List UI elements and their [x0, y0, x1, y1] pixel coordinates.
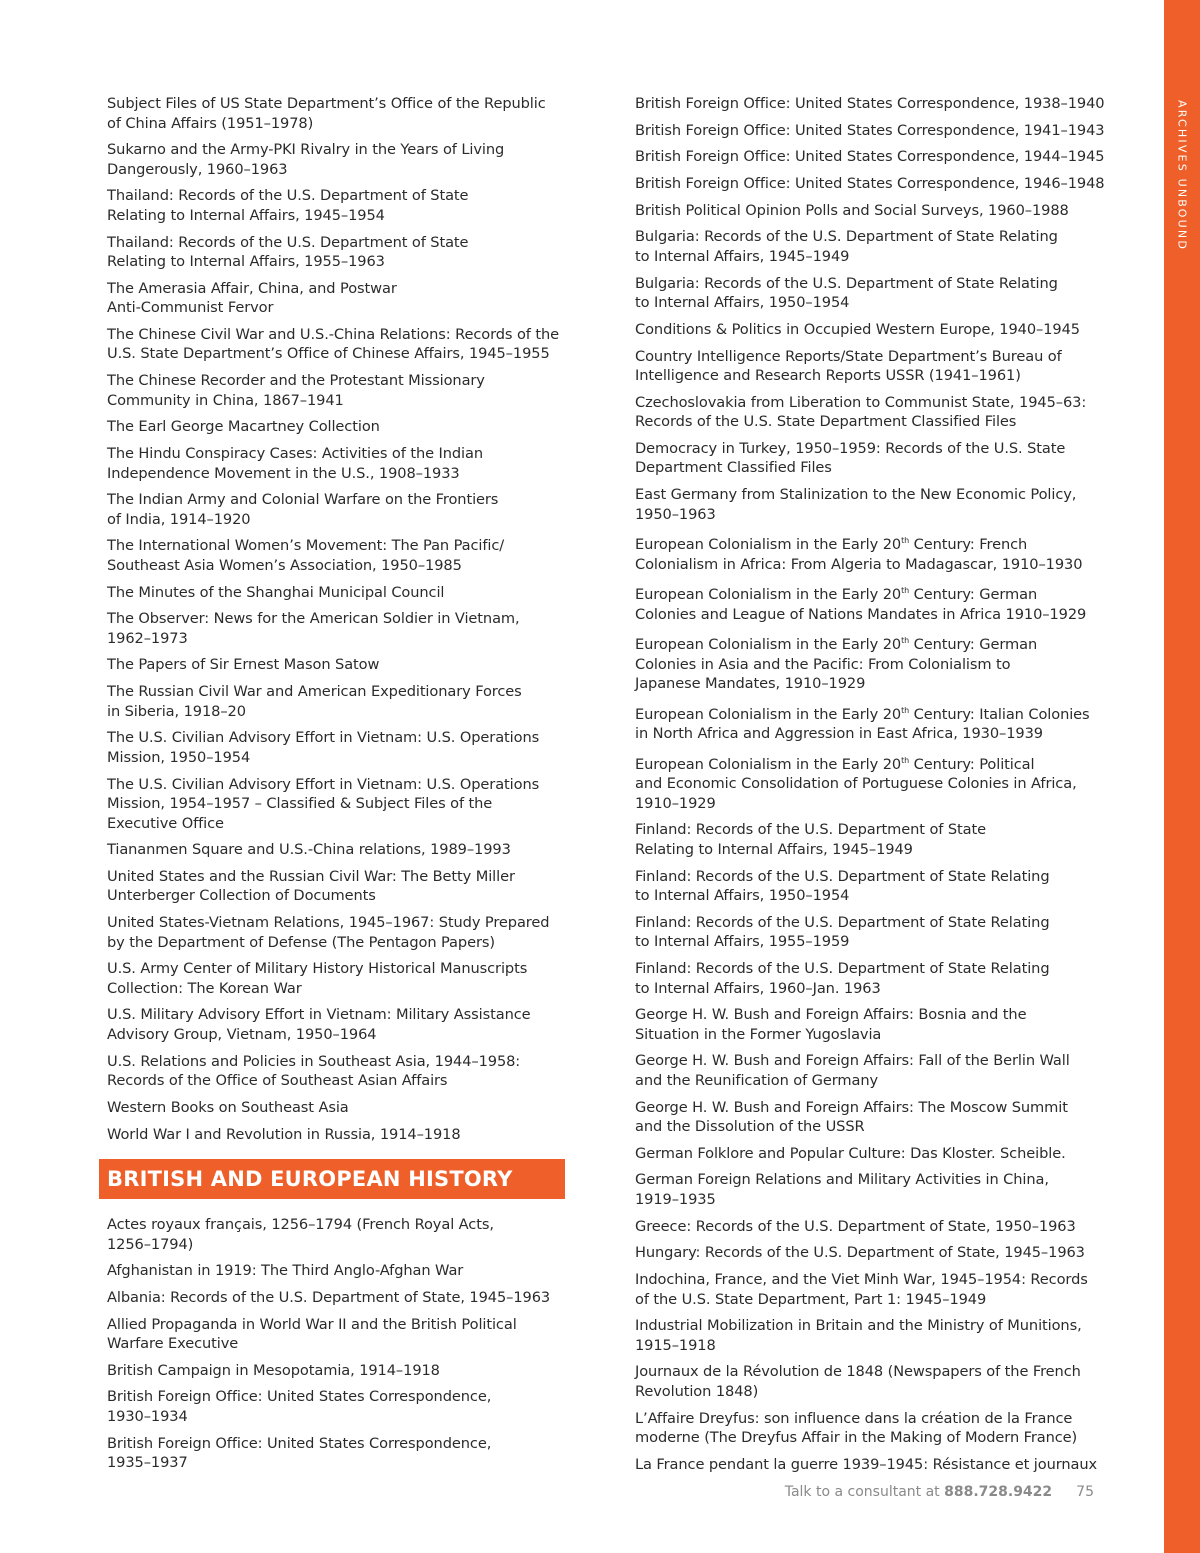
list-item: The Indian Army and Colonial Warfare on the Frontiers of India, 1914–1920: [107, 491, 499, 528]
list-item: Afghanistan in 1919: The Third Anglo-Afghan War: [107, 1262, 464, 1280]
list-item: The International Women’s Movement: The Pan Pacific/ Southeast Asia Women’s Association, 1950–1985: [107, 537, 505, 574]
list-item: The Minutes of the Shanghai Municipal Council: [107, 583, 445, 601]
list-item: Allied Propaganda in World War II and the British Political Warfare Executive: [107, 1315, 517, 1353]
list-item: The U.S. Civilian Advisory Effort in Vietnam: U.S. Operations Mission, 1954–1957 – Classified & Subject Files of the Executive Office: [107, 775, 540, 832]
list-item: The Chinese Recorder and the Protestant Missionary Community in China, 1867–1941: [107, 372, 485, 409]
list-item: German Folklore and Popular Culture: Das Kloster. Scheible.: [635, 1144, 1066, 1162]
list-item: L’Affaire Dreyfus: son influence dans la création de la France moderne (The Dreyfus Affair in the Making of Modern France): [635, 1409, 1078, 1447]
list-item: British Campaign in Mesopotamia, 1914–1918: [107, 1361, 440, 1379]
list-item: Indochina, France, and the Viet Minh War, 1945–1954: Records of the U.S. State Department, Part 1: 1945–1949: [635, 1271, 1088, 1308]
list-item: German Foreign Relations and Military Activities in China, 1919–1935: [635, 1171, 1049, 1208]
list-item: Thailand: Records of the U.S. Department of State Relating to Internal Affairs, 1945–1954: [107, 187, 469, 224]
list-item: Democracy in Turkey, 1950–1959: Records of the U.S. State Department Classified Files: [635, 439, 1066, 477]
list-item: U.S. Relations and Policies in Southeast Asia, 1944–1958: Records of the Office of Southeast Asian Affairs: [107, 1052, 521, 1090]
list-item: British Foreign Office: United States Correspondence, 1941–1943: [635, 121, 1105, 139]
list-item: Tiananmen Square and U.S.-China relations, 1989–1993: [107, 841, 511, 859]
footer: [785, 1484, 1094, 1500]
list-item: British Foreign Office: United States Correspondence, 1935–1937: [107, 1434, 492, 1472]
list-item: George H. W. Bush and Foreign Affairs: Bosnia and the Situation in the Former Yugoslavia: [635, 1006, 1027, 1043]
list-item: Thailand: Records of the U.S. Department of State Relating to Internal Affairs, 1955–1963: [107, 233, 469, 271]
list-item: Bulgaria: Records of the U.S. Department of State Relating to Internal Affairs, 1950–1954: [635, 274, 1058, 312]
side-label-text: ARCHIVES UNBOUND: [1175, 100, 1189, 252]
list-item: Hungary: Records of the U.S. Department of State, 1945–1963: [635, 1244, 1085, 1262]
list-item: United States-Vietnam Relations, 1945–1967: Study Prepared by the Department of Defense (The Pentagon Papers): [107, 914, 550, 951]
right-list: [635, 94, 1105, 1474]
list-item: Conditions & Politics in Occupied Western Europe, 1940–1945: [635, 320, 1080, 338]
list-item: The Observer: News for the American Soldier in Vietnam, 1962–1973: [107, 610, 520, 647]
list-item: La France pendant la guerre 1939–1945: Résistance et journaux: [635, 1455, 1098, 1473]
list-item: European Colonialism in the Early 20th Century: Italian Colonies in North Africa and Aggression in East Africa, 1930–1939: [635, 705, 1090, 743]
list-item: Country Intelligence Reports/State Department’s Bureau of Intelligence and Research Reports USSR (1941–1961): [635, 347, 1062, 384]
list-item: Finland: Records of the U.S. Department of State Relating to Internal Affairs, 1950–1954: [635, 867, 1050, 905]
list-item: Finland: Records of the U.S. Department of State Relating to Internal Affairs, 1945–1949: [635, 821, 987, 858]
list-item: East Germany from Stalinization to the New Economic Policy, 1950–1963: [635, 486, 1077, 523]
list-item: British Political Opinion Polls and Social Surveys, 1960–1988: [635, 201, 1069, 219]
list-item: British Foreign Office: United States Correspondence, 1930–1934: [107, 1388, 492, 1425]
list-item: European Colonialism in the Early 20th Century: German Colonies and League of Nations Mandates in Africa 1910–1929: [635, 586, 1087, 623]
right-column: [635, 94, 1105, 1481]
list-item: U.S. Military Advisory Effort in Vietnam: Military Assistance Advisory Group, Vietnam, 1950–1964: [107, 1006, 531, 1043]
list-item: World War I and Revolution in Russia, 1914–1918: [107, 1125, 461, 1143]
side-label: [1164, 100, 1200, 260]
list-item: George H. W. Bush and Foreign Affairs: Fall of the Berlin Wall and the Reunification of Germany: [635, 1052, 1070, 1089]
list-item: The Russian Civil War and American Expeditionary Forces in Siberia, 1918–20: [107, 683, 522, 720]
left-column: [107, 94, 577, 1480]
list-item: The Amerasia Affair, China, and Postwar Anti-Communist Fervor: [107, 279, 397, 317]
list-item: British Foreign Office: United States Correspondence, 1944–1945: [635, 148, 1105, 166]
list-item: Greece: Records of the U.S. Department of State, 1950–1963: [635, 1217, 1076, 1235]
list-item: Bulgaria: Records of the U.S. Department of State Relating to Internal Affairs, 1945–1949: [635, 228, 1058, 265]
page-number: 75: [1076, 1484, 1094, 1500]
list-item: Subject Files of US State Department’s Office of the Republic of China Affairs (1951–1978): [107, 95, 546, 132]
list-item: Industrial Mobilization in Britain and the Ministry of Munitions, 1915–1918: [635, 1317, 1082, 1354]
section-header: BRITISH AND EUROPEAN HISTORY: [99, 1159, 565, 1199]
list-item: The Hindu Conspiracy Cases: Activities of the Indian Independence Movement in the U.S., 1908–1933: [107, 445, 483, 482]
left-list-bottom: [107, 1215, 577, 1473]
footer-prefix: Talk to a consultant at: [784, 1484, 945, 1500]
list-item: Czechoslovakia from Liberation to Communist State, 1945–63: Records of the U.S. State Department Classified Files: [635, 393, 1087, 431]
list-item: Journaux de la Révolution de 1848 (Newspapers of the French Revolution 1848): [635, 1363, 1081, 1400]
list-item: European Colonialism in the Early 20th Century: French Colonialism in Africa: From Algeria to Madagascar, 1910–1930: [635, 536, 1083, 573]
list-item: Sukarno and the Army-PKI Rivalry in the Years of Living Dangerously, 1960–1963: [107, 141, 505, 178]
list-item: Albania: Records of the U.S. Department of State, 1945–1963: [107, 1288, 551, 1306]
list-item: British Foreign Office: United States Correspondence, 1946–1948: [635, 175, 1105, 193]
list-item: British Foreign Office: United States Correspondence, 1938–1940: [635, 95, 1105, 112]
list-item: Finland: Records of the U.S. Department of State Relating to Internal Affairs, 1955–1959: [635, 913, 1050, 951]
list-item: U.S. Army Center of Military History Historical Manuscripts Collection: The Korean War: [107, 960, 528, 997]
list-item: European Colonialism in the Early 20th Century: Political and Economic Consolidation of Portuguese Colonies in Africa, 1910–1929: [635, 755, 1077, 812]
list-item: European Colonialism in the Early 20th Century: German Colonies in Asia and the Pacific: From Colonialism to Japanese Mandates, 1910–1929: [635, 636, 1038, 693]
list-item: Finland: Records of the U.S. Department of State Relating to Internal Affairs, 1960–Jan. 1963: [635, 960, 1050, 997]
list-item: Actes royaux français, 1256–1794 (French Royal Acts, 1256–1794): [107, 1216, 494, 1253]
list-item: The U.S. Civilian Advisory Effort in Vietnam: U.S. Operations Mission, 1950–1954: [107, 729, 540, 766]
list-item: George H. W. Bush and Foreign Affairs: The Moscow Summit and the Dissolution of the USSR: [635, 1098, 1068, 1136]
list-item: The Chinese Civil War and U.S.-China Relations: Records of the U.S. State Department’s Office of Chinese Affairs, 1945–1955: [107, 325, 560, 363]
footer-phone: 888.728.9422: [944, 1484, 1053, 1500]
list-item: The Earl George Macartney Collection: [107, 418, 380, 436]
list-item: Western Books on Southeast Asia: [107, 1098, 349, 1116]
list-item: The Papers of Sir Ernest Mason Satow: [107, 656, 380, 674]
list-item: United States and the Russian Civil War: The Betty Miller Unterberger Collection of Documents: [107, 867, 515, 905]
left-list-top: [107, 94, 577, 1144]
